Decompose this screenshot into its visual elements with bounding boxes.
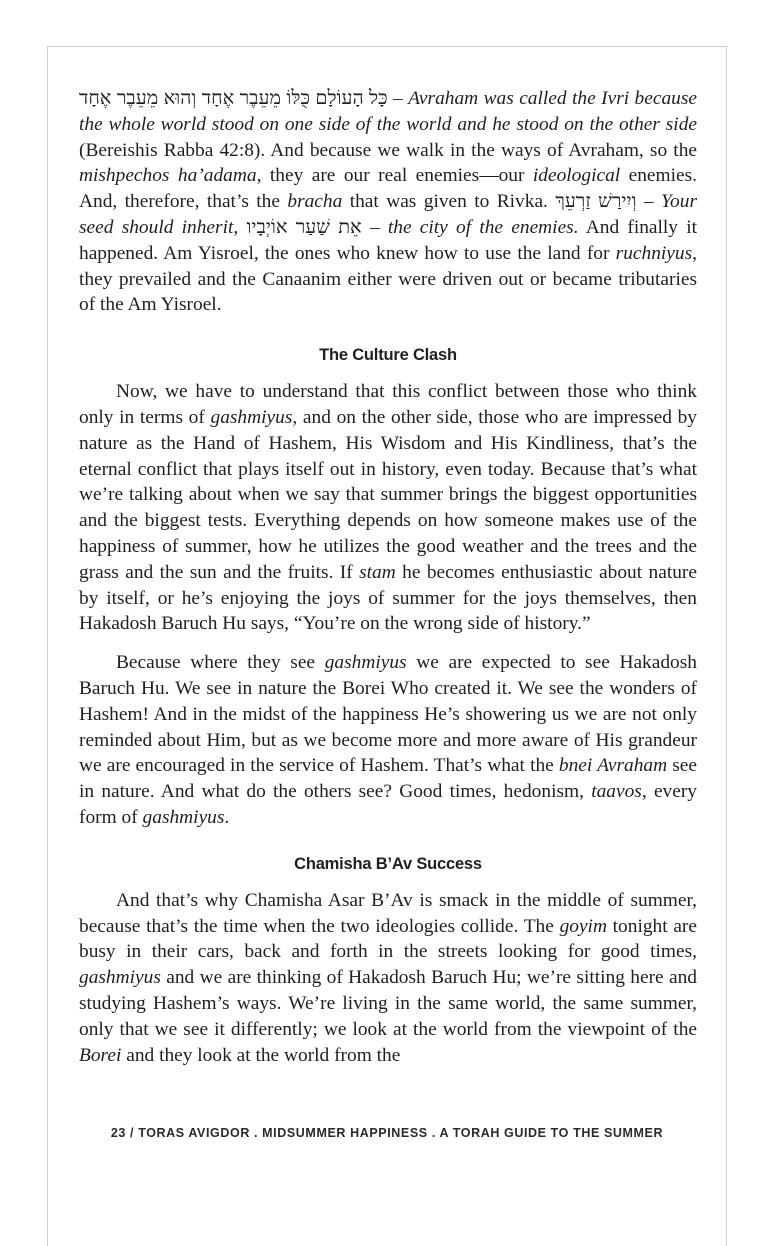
italic-text: the city of the enemies.: [387, 216, 579, 238]
hebrew-quote: וְיִירַשׁ זַרְעֵךְ: [555, 191, 637, 213]
paragraph: [79, 650, 697, 831]
text-run: , they prevailed and the Canaanim either were driven out or became tributaries of the Am Yisroel.: [79, 242, 697, 316]
italic-text: gashmiyus: [324, 652, 407, 674]
paragraph: [79, 86, 697, 318]
italic-text: Borei: [79, 1044, 122, 1066]
italic-text: stam: [359, 561, 396, 583]
text-run: Because where they see: [116, 652, 325, 674]
italic-text: Avraham was called the Ivri because the whole world stood on one side of the world and he stood on the other side: [79, 88, 698, 135]
text-run: Now, we have to understand that this conflict between those who think only in terms of: [79, 381, 697, 428]
page-footer: 23 / TORAS AVIGDOR . MIDSUMMER HAPPINESS . A TORAH GUIDE TO THE SUMMER: [110, 1126, 664, 1140]
italic-text: ideological: [532, 165, 621, 187]
italic-text: taavos: [591, 781, 642, 803]
text-run: , and on the other side, those who are impressed by nature as the Hand of Hashem, His Wisdom and His Kindliness, that’s the eternal conflict that plays itself out in history, even today. Because that’s what we’re talking about when we say that summer brings the biggest opportunities and the biggest tests. Everything depends on how someone makes use of the happiness of summer, how he utilizes the good weather and the trees and the grass and the sun and the fruits. If: [79, 406, 697, 583]
text-run: , every form of: [79, 781, 698, 828]
text-run: And that’s why Chamisha Asar B’Av is smack in the middle of summer, because that’s the time when the two ideologies collide. The: [79, 889, 697, 937]
text-run: that was given to Rivka.: [342, 191, 556, 213]
text-run: and we are thinking of Hakadosh Baruch Hu; we’re sitting here and studying Hashem’s ways. We’re living in the same world, the same summer, only that we see it differently; we look at the world from the viewpoint of the: [79, 967, 697, 1040]
document-body: [79, 86, 697, 1068]
italic-text: gashmiyus: [79, 967, 161, 989]
text-run: And finally it happened. Am Yisroel, the ones who knew how to use the land for: [79, 216, 698, 264]
text-run: (Bereishis Rabba 42:8). And because we walk in the ways of Avraham, so the: [79, 139, 697, 161]
text-run: and they look at the world from the: [121, 1044, 401, 1066]
text-run: we are expected to see Hakadosh Baruch Hu. We see in nature the Borei Who created it. We see the wonders of Hashem! And in the midst of the happiness He’s showering us we are not only reminded about Him, but as we become more and more aware of His grandeur we are encouraged in the service of Hashem. That’s what the: [79, 652, 697, 777]
italic-text: bracha: [287, 191, 343, 213]
italic-text: bnei Avraham: [558, 755, 668, 777]
italic-text: gashmiyus: [210, 406, 293, 428]
hebrew-quote: כָּל הָעוֹלָם כֻּלּוֹ מֵעֵבֶר אֶחָד וְהוּא מֵעֵבֶר אֶחָד: [79, 88, 388, 109]
paragraph: [79, 888, 697, 1069]
italic-text: mishpechos ha’adama: [79, 165, 257, 187]
italic-text: ruchniyus: [615, 242, 693, 264]
text-run: –: [361, 216, 388, 238]
text-run: –: [636, 191, 662, 213]
text-run: –: [387, 88, 409, 109]
section-heading-culture-clash: The Culture Clash: [319, 346, 457, 365]
hebrew-quote: אֵת שַׁעַר אוֹיְבָיו: [246, 216, 362, 238]
text-run: enemies. And, therefore, that’s the: [79, 165, 697, 213]
text-run: .: [224, 806, 230, 828]
text-run: tonight are busy in their cars, back and forth in the streets looking for good times,: [79, 915, 697, 963]
italic-text: gashmiyus: [142, 806, 225, 828]
text-run: , they are our real enemies—our: [256, 165, 533, 187]
italic-text: Your seed should inherit,: [79, 191, 697, 238]
text-run: see in nature. And what do the others see? Good times, hedonism,: [79, 755, 698, 803]
text-run: he becomes enthusiastic about nature by itself, or he’s enjoying the joys of summer for the joys themselves, then Hakadosh Baruch Hu says, “You’re on the wrong side of history.”: [79, 561, 697, 635]
paragraph: [79, 379, 697, 637]
italic-text: goyim: [559, 915, 607, 937]
section-heading-chamisha-bav: Chamisha B’Av Success: [294, 854, 482, 873]
